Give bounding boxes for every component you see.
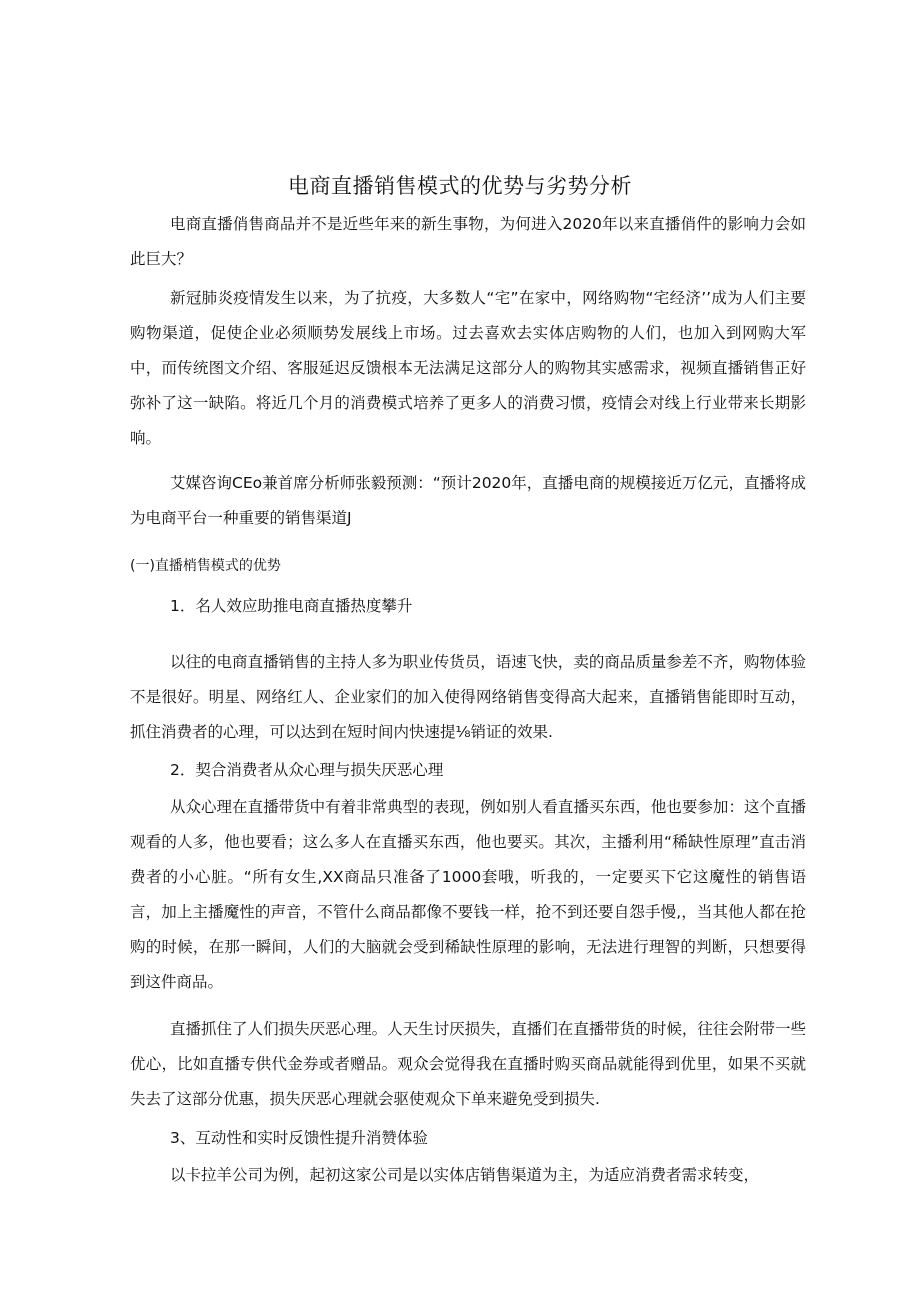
subheading-1: 1．名人效应助推电商直播热度攀升 — [170, 597, 413, 615]
document-title: 电商直播销售模式的优势与劣势分析 — [288, 174, 632, 198]
subsection-2-paragraph-b: 直播抓住了人们损失厌恶心理。人天生讨厌损失，直播们在直播带货的时候，往往会附带一些优心，比如直播专供代金券或者赠品。观众会觉得我在直播时购买商品就能得到优里，如果不买就失去了这部分优惠，损失厌恶心理就会驱使观众下单来避免受到损失. — [130, 1020, 806, 1108]
subsection-2-paragraph-a: 从众心理在直播带货中有着非常典型的表现，例如别人看直播买东西，他也要参加：这个直播观看的人多，他也要看；这么多人在直播买东西，他也要买。其次，主播利用“稀缺性原理”直击消费者的小心脏。“所有女生,XX商品只准备了1000套哦，听我的，一定要买下它这魔性的销售语言，加上主播魔性的声音，不管什么商品都像不要钱一样，抢不到还要自怨手慢,，当其他人都在抢购的时候，在那一瞬间，人们的大脑就会受到稀缺性原理的影响，无法进行理智的判断，只想要得到这件商品。 — [130, 798, 806, 991]
intro-paragraph: 电商直播俏售商品并不是近些年来的新生事物，为何进入2020年以来直播俏件的影响力会如此巨大？ — [130, 215, 806, 268]
forecast-paragraph: 艾媒咨询CEo兼首席分析师张毅预测：“预计2020年，直播电商的规模接近万亿元，直播将成为电商平台一种重要的销售渠道J — [130, 474, 806, 527]
subsection-3-paragraph: 以卡拉羊公司为例，起初这家公司是以实体店销售渠道为主，为适应消费者需求转变， — [170, 1166, 760, 1184]
subheading-2: 2．契合消费者从众心理与损失厌恶心理 — [170, 761, 444, 779]
subsection-1-paragraph: 以往的电商直播销售的主持人多为职业传货员，语速飞快，卖的商品质量参差不齐，购物体验不是很好。明星、网络红人、企业家们的加入使得网络销售变得高大起来，直播销售能即时互动，抓住消费者的心理，可以达到在短时间内快速提⅛销证的效果. — [130, 653, 806, 741]
background-paragraph: 新冠肺炎疫情发生以来，为了抗疫，大多数人“宅”在家中，网络购物“宅经济’’成为人们主要购物渠道，促使企业必须顺势发展线上市场。过去喜欢去实体店购物的人们，也加入到网购大军中，而传统图文介绍、客服延迟反馈根本无法满足这部分人的购物其实感需求，视频直播销售正好弥补了这一缺陷。将近几个月的消费模式培养了更多人的消费习惯，疫情会对线上行业带来长期影响。 — [130, 289, 806, 447]
subheading-3: 3、互动性和实时反馈性提升消赞体验 — [170, 1129, 428, 1147]
section-heading: (一)直播梢售模式的优势 — [130, 558, 281, 574]
